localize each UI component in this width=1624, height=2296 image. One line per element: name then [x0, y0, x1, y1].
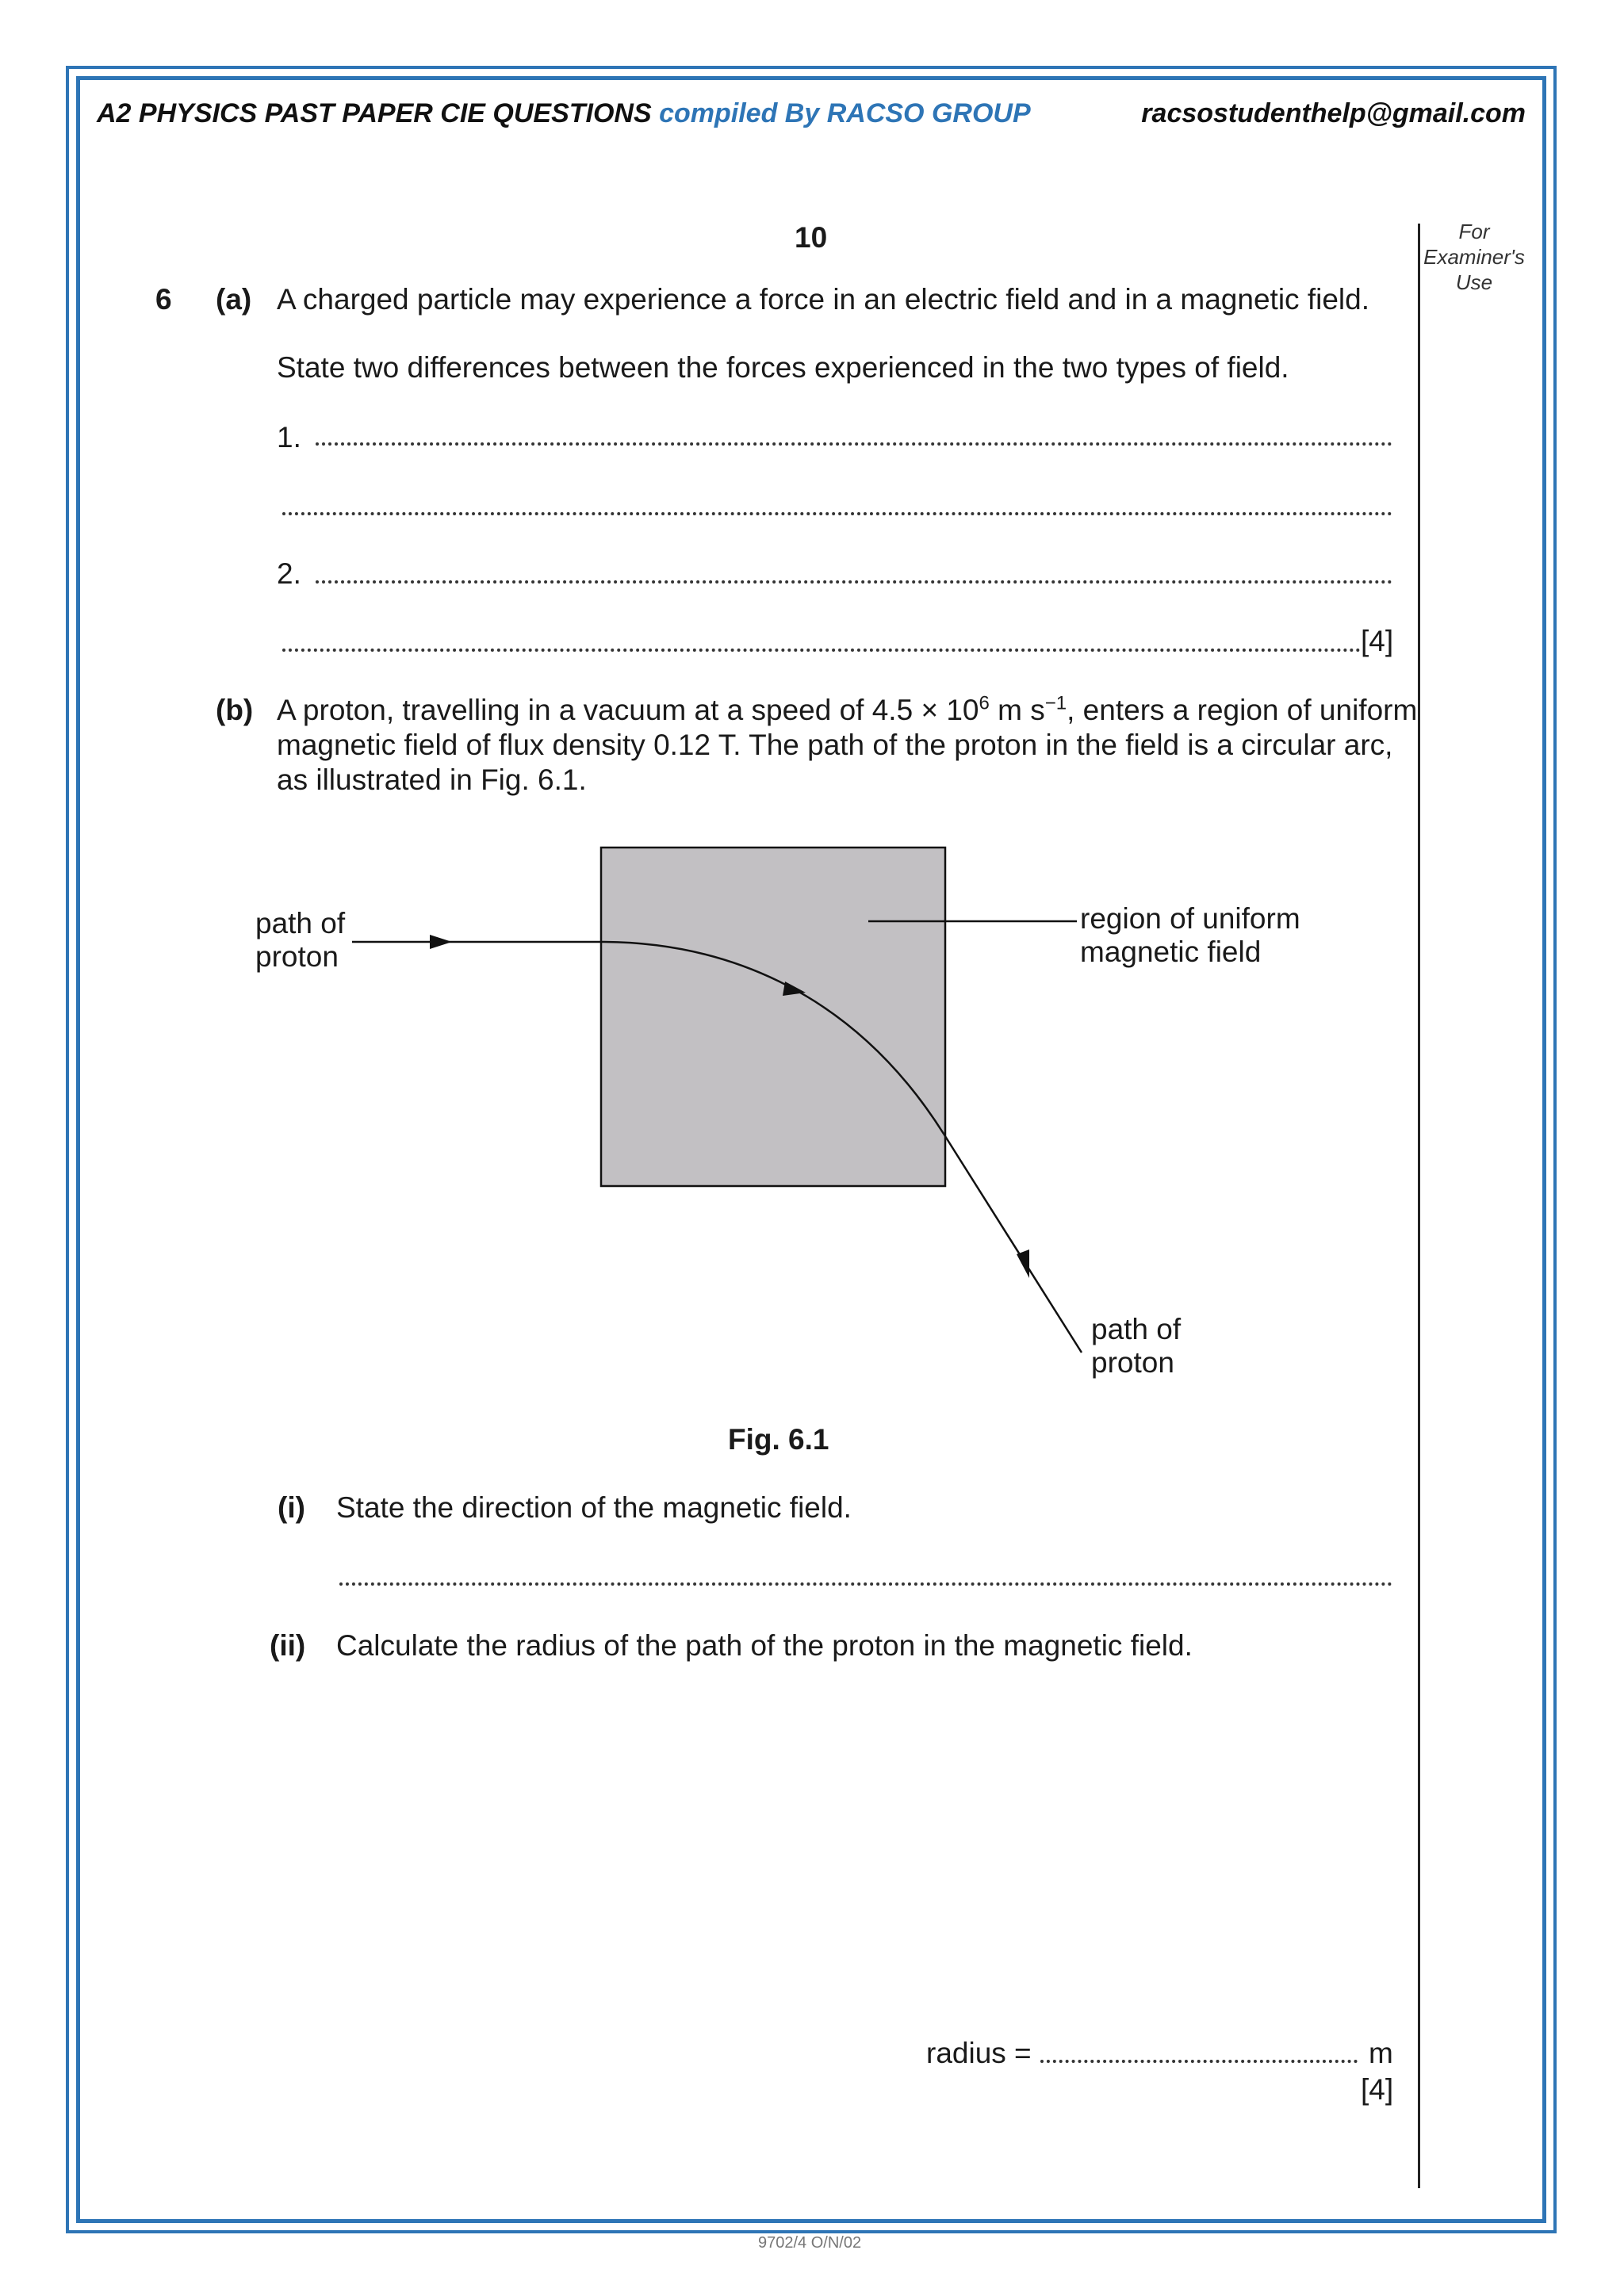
answer-item-2-label: 2.	[277, 557, 301, 590]
part-b-line-1-post: , enters a region of uniform	[1067, 694, 1418, 726]
part-a-instruction: State two differences between the forces experienced in the two types of field.	[277, 351, 1289, 384]
sub-i-answer-line[interactable]	[339, 1582, 1392, 1586]
label-region-line-2: magnetic field	[1080, 936, 1262, 968]
label-region	[1080, 902, 1300, 969]
proton-path-out	[944, 1134, 1082, 1353]
part-a-marks: [4]	[1361, 625, 1394, 657]
radius-prefix: radius =	[926, 2037, 1032, 2069]
part-b-line-1-pre: A proton, travelling in a vacuum at a speed of 4.5 × 10	[277, 694, 979, 726]
part-b-exp-2: −1	[1044, 692, 1067, 714]
magnetic-field-region	[601, 848, 945, 1186]
header-email: racsostudenthelp@gmail.com	[1141, 98, 1526, 128]
examiner-line-1: For	[1458, 220, 1490, 243]
figure-caption: Fig. 6.1	[728, 1423, 829, 1456]
label-path-in-line-1: path of	[255, 907, 346, 939]
sub-i-text: State the direction of the magnetic field.	[336, 1491, 852, 1524]
part-b-line-1-mid: m s	[989, 694, 1045, 726]
label-path-in-line-2: proton	[255, 940, 339, 973]
part-b-exp-1: 6	[979, 692, 990, 714]
radius-answer-line[interactable]	[1040, 2060, 1358, 2063]
answer-item-1-label: 1.	[277, 421, 301, 453]
arrowhead-out	[1017, 1249, 1029, 1278]
part-b-line-3: as illustrated in Fig. 6.1.	[277, 763, 587, 796]
examiner-line-2: Examiner's	[1423, 245, 1525, 269]
question-number: 6	[155, 283, 172, 316]
part-b-label: (b)	[216, 694, 254, 726]
header-title-main: A2 PHYSICS PAST PAPER CIE QUESTIONS	[97, 98, 652, 128]
sub-ii-label: (ii)	[270, 1629, 306, 1662]
header-title-compiler: compiled By RACSO GROUP	[659, 98, 1031, 128]
sub-i-label: (i)	[278, 1491, 305, 1524]
label-path-out-line-1: path of	[1091, 1313, 1182, 1345]
part-a-label: (a)	[216, 283, 252, 316]
part-b-line-2: magnetic field of flux density 0.12 T. The path of the proton in the field is a circular arc,	[277, 729, 1393, 761]
footer-code: 9702/4 O/N/02	[758, 2234, 862, 2252]
label-path-out-line-2: proton	[1091, 1346, 1174, 1379]
arrowhead-in	[430, 935, 452, 949]
radius-unit: m	[1369, 2037, 1393, 2069]
page-number: 10	[795, 221, 828, 254]
label-path-in	[255, 907, 345, 974]
part-a-text: A charged particle may experience a force in an electric field and in a magnetic field.	[277, 283, 1369, 316]
label-path-out	[1091, 1313, 1181, 1380]
examiner-line-3: Use	[1455, 270, 1493, 294]
label-region-line-1: region of uniform	[1080, 902, 1300, 935]
sub-ii-text: Calculate the radius of the path of the proton in the magnetic field.	[336, 1629, 1193, 1662]
sub-ii-marks: [4]	[1361, 2073, 1394, 2106]
